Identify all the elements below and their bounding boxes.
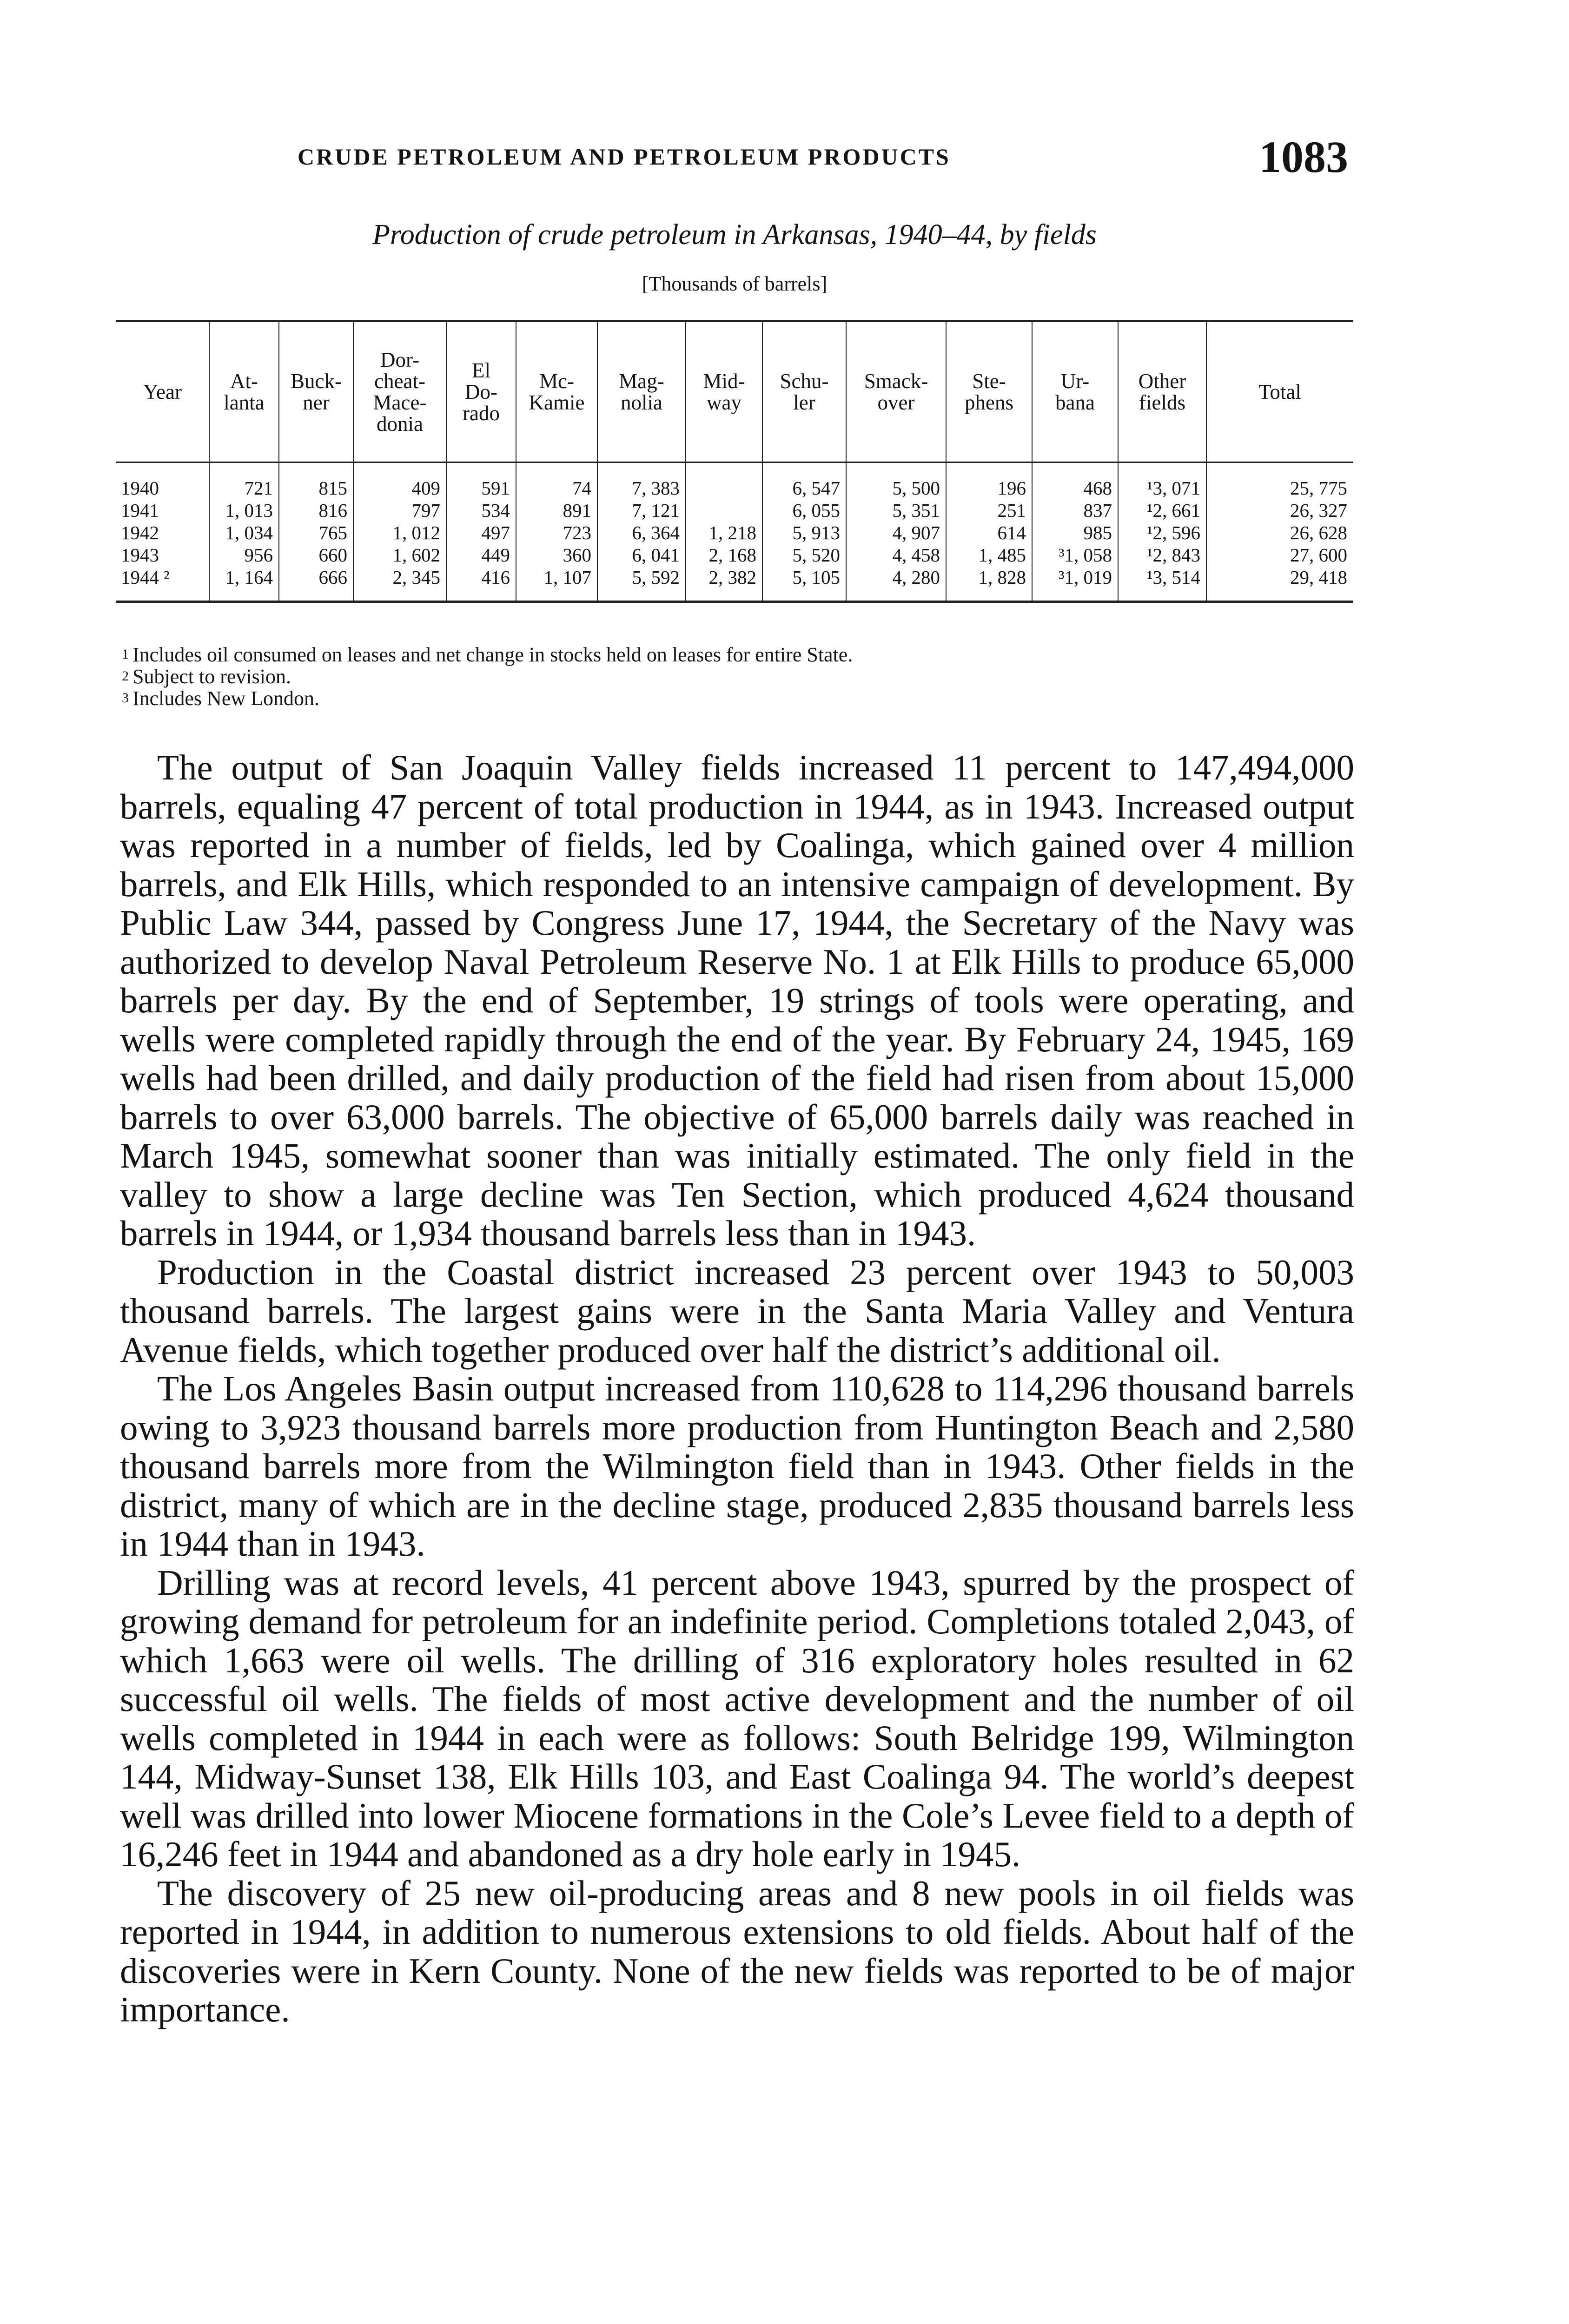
value-cell: ¹2, 843 (1118, 544, 1206, 566)
value-cell: 5, 351 (846, 499, 946, 522)
table-subtitle: [Thousands of barrels] (642, 272, 828, 295)
value-cell: 4, 458 (846, 544, 946, 566)
column-header: Other fields (1118, 321, 1206, 462)
footnote-mark: 3 (122, 690, 129, 706)
column-header: El Do- rado (446, 321, 516, 462)
column-header: Ur- bana (1032, 321, 1118, 462)
value-cell: ¹3, 514 (1118, 566, 1206, 602)
paragraph: The discovery of 25 new oil-producing areas and 8 new pools in oil fields was reported in 1944, in addition to numerous extensions to old fields. About half of the discoveries were in Kern County. None of the new fields was reported to be of major importance. (120, 1873, 1354, 2029)
header-row (116, 321, 1353, 462)
value-cell: 2, 382 (686, 566, 762, 602)
value-cell (686, 499, 762, 522)
value-cell: 409 (353, 462, 446, 500)
value-cell: 614 (946, 522, 1032, 544)
column-header: Schu- ler (762, 321, 846, 462)
value-cell: 765 (279, 522, 353, 544)
value-cell: ³1, 019 (1032, 566, 1118, 602)
value-cell: 5, 500 (846, 462, 946, 500)
production-table-container (116, 320, 1353, 603)
column-header: Ste- phens (946, 321, 1032, 462)
value-cell: 1, 013 (209, 499, 279, 522)
value-cell: 797 (353, 499, 446, 522)
value-cell: 2, 345 (353, 566, 446, 602)
footnote (122, 666, 1354, 687)
value-cell: 27, 600 (1206, 544, 1353, 566)
footnote (122, 644, 1354, 666)
value-cell: 591 (446, 462, 516, 500)
value-cell: 660 (279, 544, 353, 566)
value-cell: 360 (516, 544, 597, 566)
value-cell: 29, 418 (1206, 566, 1353, 602)
value-cell: 5, 913 (762, 522, 846, 544)
column-header: Mid- way (686, 321, 762, 462)
footnote-text: Includes oil consumed on leases and net change in stocks held on leases for entire State. (132, 643, 853, 666)
value-cell: 723 (516, 522, 597, 544)
column-header: Total (1206, 321, 1353, 462)
value-cell: 985 (1032, 522, 1118, 544)
value-cell: 6, 041 (597, 544, 686, 566)
table-row (116, 462, 1353, 500)
paragraph: Drilling was at record levels, 41 percent above 1943, spurred by the prospect of growing demand for petroleum for an indefinite period. Completions totaled 2,043, of which 1,663 were oil wells. The drilling of 316 exploratory holes resulted in 62 successful oil wells. The fields of most active development and the number of oil wells completed in 1944 in each were as follows: South Belridge 199, Wilmington 144, Midway-Sunset 138, Elk Hills 103, and East Coalinga 94. The world’s deepest well was drilled into lower Miocene formations in the Cole’s Levee field to a depth of 16,246 feet in 1944 and abandoned as a dry hole early in 1945. (120, 1562, 1354, 1874)
value-cell: 891 (516, 499, 597, 522)
value-cell: 497 (446, 522, 516, 544)
value-cell: 1, 828 (946, 566, 1032, 602)
value-cell: 5, 520 (762, 544, 846, 566)
paragraph: The output of San Joaquin Valley fields increased 11 percent to 147,494,000 barrels, equaling 47 percent of total production in 1944, as in 1943. Increased output was reported in a number of fields, led by Coalinga, which gained over 4 million barrels, and Elk Hills, which responded to an intensive campaign of development. By Public Law 344, passed by Congress June 17, 1944, the Secretary of the Navy was authorized to develop Naval Petroleum Reserve No. 1 at Elk Hills to produce 65,000 barrels per day. By the end of September, 19 strings of tools were operating, and wells were completed rapidly through the end of the year. By February 24, 1945, 169 wells had been drilled, and daily production of the field had risen from about 15,000 barrels to over 63,000 barrels. The objective of 65,000 barrels daily was reached in March 1945, somewhat sooner than was initially estimated. The only field in the valley to show a large decline was Ten Section, which produced 4,624 thousand barrels in 1944, or 1,934 thousand barrels less than in 1943. (120, 747, 1354, 1253)
table-body (116, 462, 1353, 602)
table-header (116, 321, 1353, 462)
table-row (116, 544, 1353, 566)
column-header: Dor- cheat- Mace- donia (353, 321, 446, 462)
year-cell: 1940 (121, 477, 159, 499)
value-cell: 666 (279, 566, 353, 602)
footnote-text: Subject to revision. (132, 665, 291, 688)
value-cell: 7, 121 (597, 499, 686, 522)
value-cell: ¹3, 071 (1118, 462, 1206, 500)
value-cell: 6, 364 (597, 522, 686, 544)
column-header: At- lanta (209, 321, 279, 462)
value-cell: 2, 168 (686, 544, 762, 566)
value-cell: 534 (446, 499, 516, 522)
value-cell: 1, 164 (209, 566, 279, 602)
body-text (120, 748, 1354, 2029)
year-cell: 1943 (121, 544, 159, 566)
value-cell: 956 (209, 544, 279, 566)
column-header: Mag- nolia (597, 321, 686, 462)
paragraph: Production in the Coastal district increased 23 percent over 1943 to 50,003 thousand barrels. The largest gains were in the Santa Maria Valley and Ventura Avenue fields, which together produced over half the district’s additional oil. (120, 1252, 1354, 1370)
value-cell: 816 (279, 499, 353, 522)
value-cell: 449 (446, 544, 516, 566)
running-title: CRUDE PETROLEUM AND PETROLEUM PRODUCTS (298, 144, 951, 170)
value-cell: 721 (209, 462, 279, 500)
year-cell: 1941 (121, 500, 159, 521)
value-cell: 416 (446, 566, 516, 602)
value-cell: 251 (946, 499, 1032, 522)
table-row (116, 566, 1353, 602)
year-cell: 1944 ² (121, 567, 170, 588)
value-cell: 26, 628 (1206, 522, 1353, 544)
value-cell: 26, 327 (1206, 499, 1353, 522)
footnote-mark: 2 (122, 668, 129, 684)
column-header: Smack- over (846, 321, 946, 462)
value-cell: 1, 218 (686, 522, 762, 544)
table-row (116, 522, 1353, 544)
value-cell: 5, 592 (597, 566, 686, 602)
value-cell: 1, 034 (209, 522, 279, 544)
value-cell: 25, 775 (1206, 462, 1353, 500)
value-cell: 74 (516, 462, 597, 500)
year-cell: 1942 (121, 522, 159, 543)
footnote-text: Includes New London. (132, 687, 320, 710)
value-cell: 815 (279, 462, 353, 500)
column-header: Buck- ner (279, 321, 353, 462)
value-cell: 4, 907 (846, 522, 946, 544)
value-cell (686, 462, 762, 500)
value-cell: ¹2, 661 (1118, 499, 1206, 522)
production-table (116, 320, 1353, 603)
value-cell: ³1, 058 (1032, 544, 1118, 566)
value-cell: 196 (946, 462, 1032, 500)
value-cell: 837 (1032, 499, 1118, 522)
value-cell: 5, 105 (762, 566, 846, 602)
paragraph: The Los Angeles Basin output increased from 110,628 to 114,296 thousand barrels owing to 3,923 thousand barrels more production from Huntington Beach and 2,580 thousand barrels more from the Wilmington field than in 1943. Other fields in the district, many of which are in the decline stage, produced 2,835 thousand barrels less in 1944 than in 1943. (120, 1368, 1354, 1564)
footnote (122, 687, 1354, 709)
column-header: Mc- Kamie (516, 321, 597, 462)
value-cell: 7, 383 (597, 462, 686, 500)
value-cell: 1, 012 (353, 522, 446, 544)
value-cell: 4, 280 (846, 566, 946, 602)
running-head (116, 132, 1348, 186)
footnotes (122, 644, 1354, 709)
value-cell: 1, 602 (353, 544, 446, 566)
column-header: Year (116, 321, 209, 462)
table-row (116, 499, 1353, 522)
value-cell: 1, 485 (946, 544, 1032, 566)
footnote-mark: 1 (122, 647, 129, 662)
value-cell: 6, 547 (762, 462, 846, 500)
table-title: Production of crude petroleum in Arkansas, 1940–44, by fields (372, 219, 1097, 251)
value-cell: 468 (1032, 462, 1118, 500)
value-cell: ¹2, 596 (1118, 522, 1206, 544)
value-cell: 1, 107 (516, 566, 597, 602)
page-number: 1083 (1259, 132, 1348, 182)
value-cell: 6, 055 (762, 499, 846, 522)
